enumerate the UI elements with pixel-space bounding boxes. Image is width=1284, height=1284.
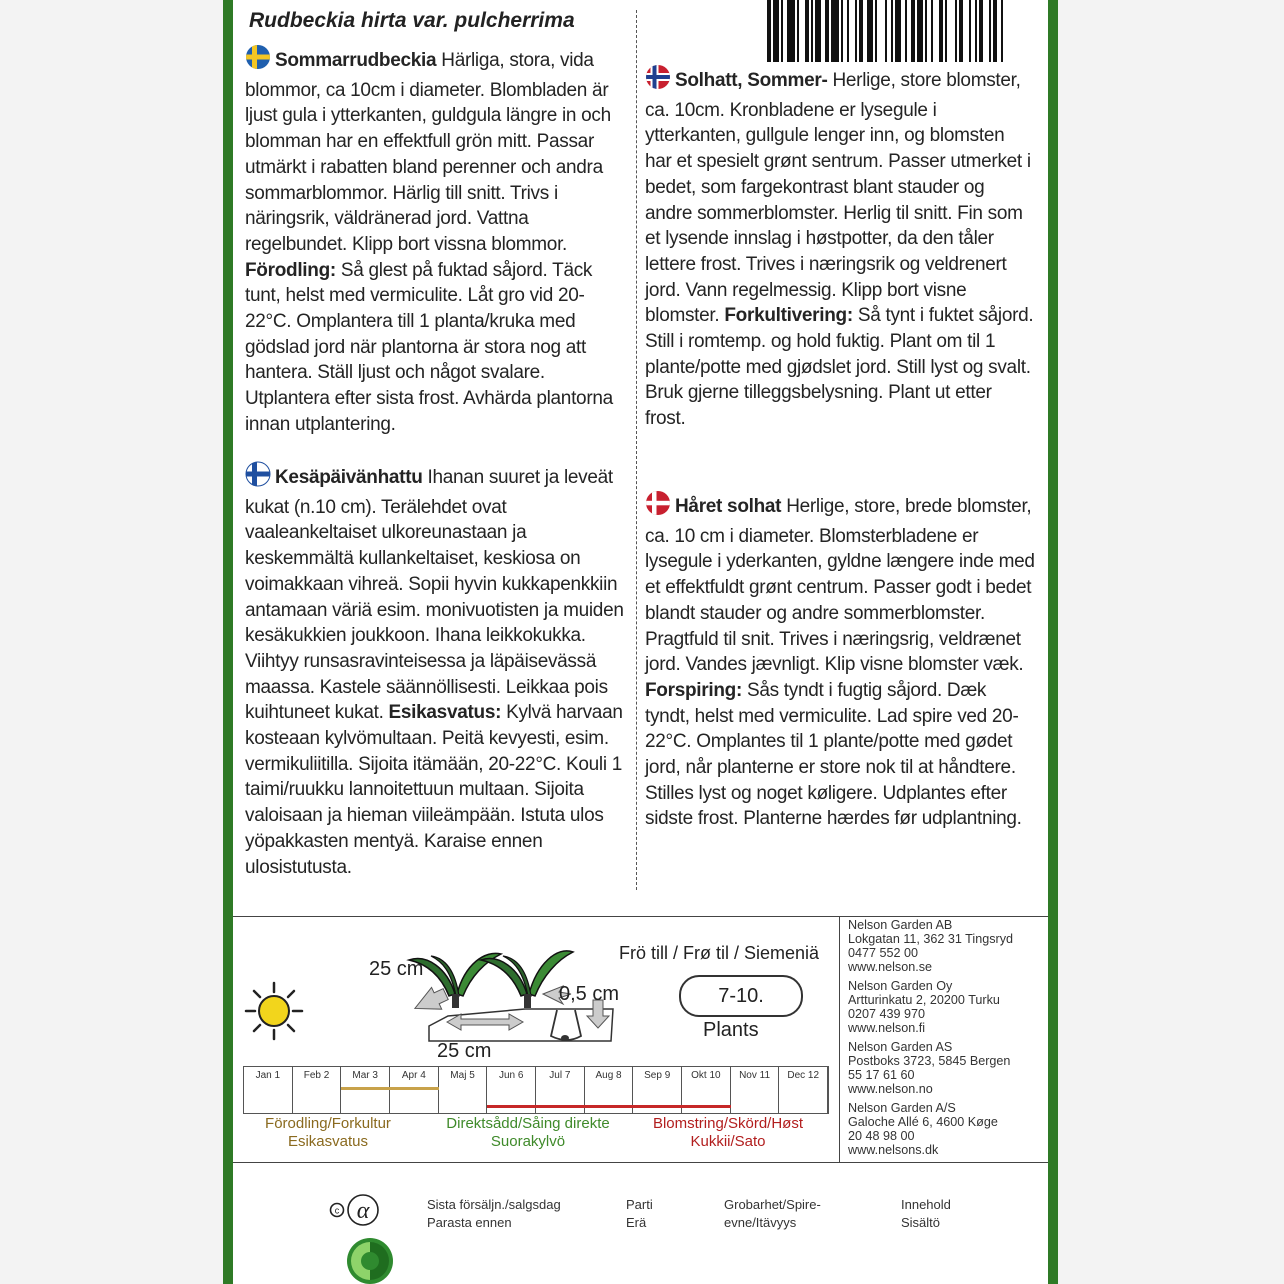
month-cell: Sep 9 xyxy=(633,1067,682,1113)
seed-packet-back xyxy=(233,0,1048,1284)
danish-text: Herlige, store, brede blomster, ca. 10 cm i diameter. Blomsterbladene er lysegule i yderkanten, gyldne længere inde med et effektfuldt grønt centrum. Passer godt i bedet blandt stauder og andre sommerblomster. Pragtfuld til snit. Trives i næringsrig, veldrænet jord. Vandes jævnligt. Klip visne blomster væk. xyxy=(645,496,1035,676)
svg-text:α: α xyxy=(356,1198,370,1224)
month-cell: Apr 4 xyxy=(390,1067,439,1113)
legend-indoor: Förodling/Forkultur Esikasvatus xyxy=(265,1115,391,1150)
month-cell: Jun 6 xyxy=(487,1067,536,1113)
best-before-label: Sista försäljn./salgsdag Parasta ennen xyxy=(427,1197,561,1230)
swedish-sowing-heading: Förodling: xyxy=(245,259,336,281)
swedish-heading: Sommarrudbeckia xyxy=(275,50,437,71)
swedish-text: Härliga, stora, vida blommor, ca 10cm i diameter. Blombladen är ljust gula i ytterkanten, guldgula längre in och blomman har en effektfull grön mitt. Passar utmärkt i rabatten bland perenner och andra sommarblommor. Härlig till snitt. Trivs i näringsrik, väldränerad jord. Vattna regelbundet. Klipp bort vissna blommor. xyxy=(245,50,611,255)
plants-unit-label: Plants xyxy=(703,1019,759,1041)
danish-heading: Håret solhat xyxy=(675,496,782,517)
norwegian-section xyxy=(645,64,1035,432)
company-se: Nelson Garden AB Lokgatan 11, 362 31 Tingsryd 0477 552 00 www.nelson.se xyxy=(848,918,1014,974)
finnish-section xyxy=(245,461,633,880)
sweden-flag-icon xyxy=(245,44,271,78)
norwegian-sowing-text: Så tynt i fuktet såjord. Still i romtemp. og hold fuktig. Plant om til 1 plante/potte med gjødslet jord. Still lyst og svalt. Bruk gjerne tilleggsbelysning. Plant ut etter frost. xyxy=(645,305,1034,430)
company-dk: Nelson Garden A/S Galoche Allé 6, 4600 Køge 20 48 98 00 www.nelsons.dk xyxy=(848,1101,998,1157)
norwegian-sowing-heading: Forkultivering: xyxy=(724,305,853,327)
finnish-text: Ihanan suuret ja leveät kukat (n.10 cm). Terälehdet ovat vaaleankeltaiset ulkoreunastaan ja keskemmältä kullankeltaiset, keskiosa on voimakkaan vihreä. Sopii hyvin kukkapenkkiin antamaan väriä esim. monivuotisten ja muiden kesäkukkien joukkoon. Ihana leikkokukka. Viihtyy runsasravinteisessa ja läpäisevässä maassa. Kastele säännöllisesti. Leikkaa pois kuihtuneet kukat. xyxy=(245,467,624,724)
finland-flag-icon xyxy=(245,461,271,495)
company-divider xyxy=(839,916,840,1162)
batch-label: Parti Erä xyxy=(626,1197,653,1230)
right-green-border xyxy=(1048,0,1058,1284)
finnish-sowing-heading: Esikasvatus: xyxy=(388,702,502,724)
month-cell: Okt 10 xyxy=(682,1067,731,1113)
month-cell: Aug 8 xyxy=(585,1067,634,1113)
company-addresses xyxy=(848,918,1048,1157)
swedish-section xyxy=(245,44,629,438)
sowing-calendar xyxy=(243,1066,829,1114)
content-label: Innehold Sisältö xyxy=(901,1197,951,1230)
footer-top-rule xyxy=(233,1162,1048,1163)
column-divider xyxy=(636,10,637,890)
barcode xyxy=(767,0,1047,62)
month-cell: Mar 3 xyxy=(341,1067,390,1113)
finnish-heading: Kesäpäivänhattu xyxy=(275,467,423,488)
green-dot-recycling-icon xyxy=(345,1236,395,1284)
plant-spacing-label: 25 cm xyxy=(437,1040,492,1062)
month-cell: Maj 5 xyxy=(439,1067,488,1113)
seeds-for-label: Frö till / Frø til / Siemeniä xyxy=(619,943,820,963)
company-no: Nelson Garden AS Postboks 3723, 5845 Bergen 55 17 61 60 www.nelson.no xyxy=(848,1040,1011,1096)
norwegian-text: Herlige, store blomster, ca. 10cm. Kronbladene er lysegule i ytterkanten, gullgule lenger inn, og blomsten har et spesielt grønt sentrum. Passer utmerket i bedet, som fargekontrast blant stauder og andre sommerblomster. Herlig til snitt. Fin som et lysende innslag i høstpotter, da den tåler lettere frost. Trives i næringsrik og veldrenert jord. Vann regelmessig. Klipp bort visne blomster. xyxy=(645,70,1031,327)
left-green-border xyxy=(223,0,233,1284)
plant-count-badge: 7-10. xyxy=(679,975,803,1017)
danish-sowing-heading: Forspiring: xyxy=(645,679,742,701)
species-title: Rudbeckia hirta var. pulcherrima xyxy=(249,9,575,32)
month-cell: Dec 12 xyxy=(779,1067,828,1113)
bloom-period-bar xyxy=(487,1105,730,1108)
row-spacing-label: 25 cm xyxy=(369,958,424,980)
copyright-alpha-icon xyxy=(329,1192,389,1228)
legend-direct-sowing: Direktsådd/Såing direkte Suorakylvö xyxy=(446,1115,610,1150)
finnish-sowing-text: Kylvä harvaan kosteaan kylvömultaan. Peitä kevyesti, esim. vermikuliitilla. Sijoita itämään, 20-22°C. Kouli 1 taimi/ruukku lannoitettuun multaan. Sijoita valoisaan ja hieman viileämpään. Istuta ulos yöpakkasten mentyä. Karaise ennen ulosistutusta. xyxy=(245,702,623,878)
month-cell: Nov 11 xyxy=(731,1067,780,1113)
denmark-flag-icon xyxy=(645,490,671,524)
svg-text:c: c xyxy=(334,1205,340,1216)
month-cell: Jan 1 xyxy=(244,1067,293,1113)
indoor-sowing-bar xyxy=(341,1087,438,1090)
danish-sowing-text: Sås tyndt i fugtig såjord. Dæk tyndt, helst med vermiculite. Lad spire ved 20-22°C. Omplantes til 1 plante/potte med gødet jord, når planterne er store nok til at håndtere. Stilles lyst og noget køligere. Udplantes efter sidste frost. Planterne hærdes før udplantning. xyxy=(645,679,1022,830)
month-cell: Jul 7 xyxy=(536,1067,585,1113)
danish-section xyxy=(645,490,1035,832)
norwegian-heading: Solhatt, Sommer- xyxy=(675,70,828,91)
swedish-sowing-text: Så glest på fuktad såjord. Täck tunt, helst med vermiculite. Låt gro vid 20-22°C. Omplantera till 1 planta/kruka med gödslad jord när plantorna är stora nog att hantera. Ställ ljust och något svalare. Utplantera efter sista frost. Avhärda plantorna innan utplantering. xyxy=(245,259,613,435)
germination-label: Grobarhet/Spire- evne/Itävyys xyxy=(724,1197,821,1230)
company-fi: Nelson Garden Oy Artturinkatu 2, 20200 Turku 0207 439 970 www.nelson.fi xyxy=(848,979,1000,1035)
norway-flag-icon xyxy=(645,64,671,98)
month-cell: Feb 2 xyxy=(293,1067,342,1113)
sowing-depth-label: 0,5 cm xyxy=(559,983,620,1005)
legend-bloom: Blomstring/Skörd/Høst Kukkii/Sato xyxy=(652,1115,804,1150)
